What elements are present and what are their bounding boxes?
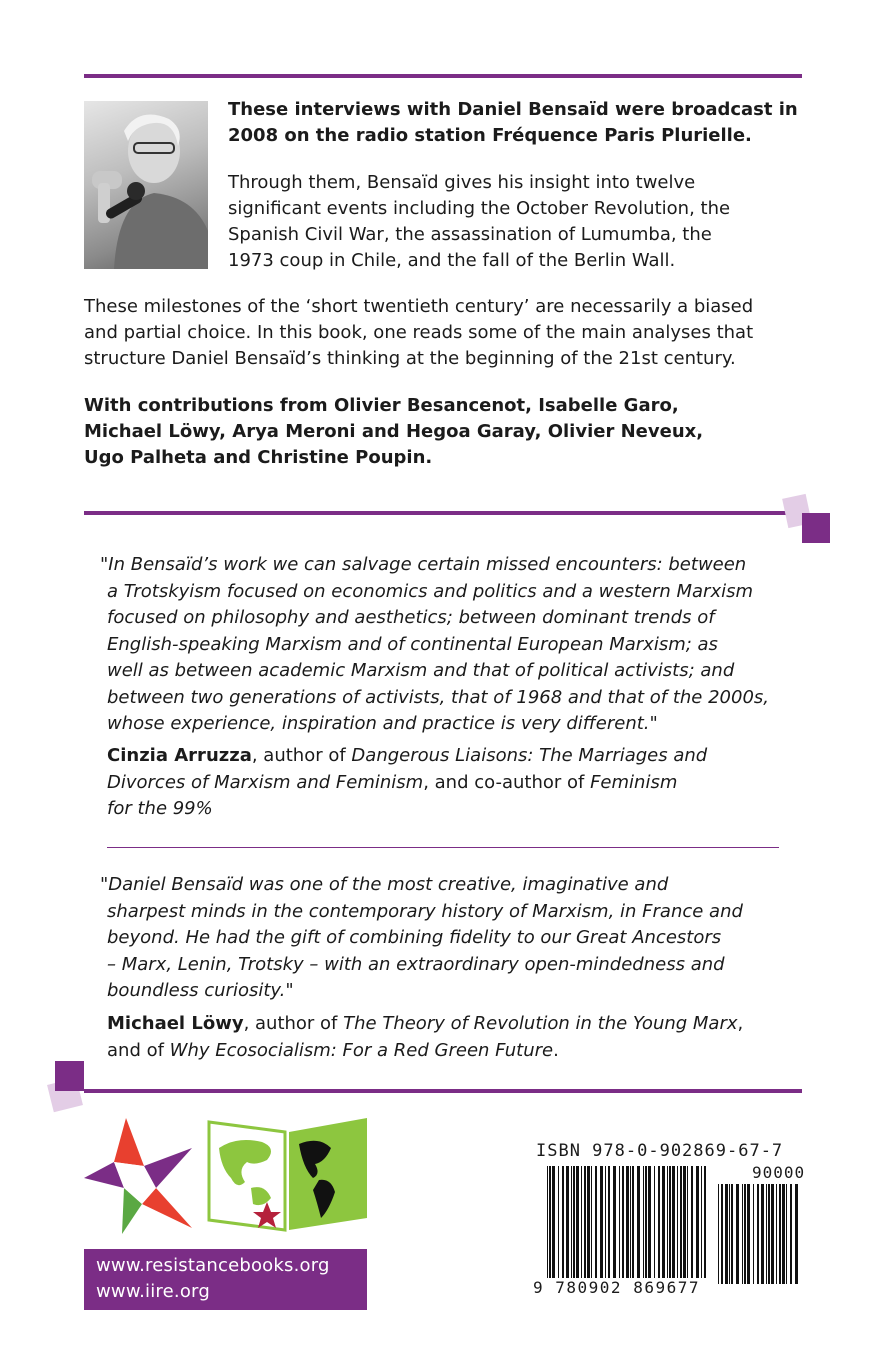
barcode-bar bbox=[747, 1184, 750, 1284]
barcode-bar bbox=[786, 1184, 787, 1284]
barcode-bar bbox=[667, 1166, 668, 1278]
publisher-urls bbox=[84, 1249, 367, 1310]
resistance-books-star-logo bbox=[84, 1118, 196, 1236]
barcode-bar bbox=[600, 1166, 603, 1278]
barcode-bar bbox=[736, 1184, 739, 1284]
decorative-square-dark bbox=[802, 513, 830, 543]
barcode-bar bbox=[648, 1166, 651, 1278]
barcode-bar bbox=[626, 1166, 629, 1278]
barcode-bar bbox=[696, 1166, 699, 1278]
intro-lead: These interviews with Daniel Bensaïd were broadcast in 2008 on the radio station Fréquence Paris Plurielle. bbox=[228, 99, 798, 146]
barcode-bar bbox=[672, 1166, 675, 1278]
barcode-bar bbox=[566, 1166, 569, 1278]
isbn-label: ISBN 978-0-902869-67-7 bbox=[536, 1141, 784, 1161]
barcode-bar bbox=[677, 1166, 678, 1278]
barcode-bar bbox=[576, 1166, 579, 1278]
barcode-bar bbox=[654, 1166, 655, 1278]
barcode-bar bbox=[718, 1184, 719, 1284]
attribution-arruzza: Cinzia Arruzza, author of Dangerous Liaisons: The Marriages and Divorces of Marxism and Feminism, and co-author of Feminism for the 99% bbox=[107, 745, 708, 819]
barcode-bar bbox=[779, 1184, 781, 1284]
barcode-bar bbox=[562, 1166, 564, 1278]
barcode-bar bbox=[591, 1166, 592, 1278]
barcode-bar bbox=[768, 1184, 770, 1284]
barcode-bar bbox=[619, 1166, 620, 1278]
barcode-bar bbox=[643, 1166, 644, 1278]
barcode-bar bbox=[645, 1166, 647, 1278]
barcode-bar bbox=[683, 1166, 686, 1278]
barcode-bar bbox=[552, 1166, 555, 1278]
intro-contributions: With contributions from Olivier Besancenot, Isabelle Garo, Michael Löwy, Arya Meroni and Hegoa Garay, Olivier Neveux, Ugo Palheta and Christine Poupin. bbox=[84, 395, 704, 468]
barcode-bar bbox=[658, 1166, 660, 1278]
barcode-number: 9 780902 869677 bbox=[533, 1278, 700, 1297]
barcode-bar bbox=[605, 1166, 606, 1278]
barcode-bar bbox=[691, 1166, 693, 1278]
barcode-bar bbox=[731, 1184, 733, 1284]
barcode-bar bbox=[776, 1184, 777, 1284]
url-iire[interactable]: www.iire.org bbox=[96, 1281, 210, 1302]
iire-map-logo bbox=[207, 1118, 369, 1234]
barcode-bar bbox=[669, 1166, 671, 1278]
barcode-bar bbox=[742, 1184, 743, 1284]
barcode-bar bbox=[687, 1166, 688, 1278]
barcode-bar bbox=[587, 1166, 590, 1278]
barcode-bar bbox=[782, 1184, 785, 1284]
barcode-bar bbox=[766, 1184, 767, 1284]
barcode-bar bbox=[704, 1166, 706, 1278]
intro-through: Through them, Bensaïd gives his insight into twelve significant events including the October Revolution, the Spanish Civil War, the assassination of Lumumba, the 1973 coup in Chile, and the fall of the Berlin Wall. bbox=[228, 172, 731, 271]
price-code: 90000 bbox=[752, 1163, 806, 1182]
intro-milestones: These milestones of the ‘short twentieth century’ are necessarily a biased and partial choice. In this book, one reads some of the main analyses that structure Daniel Bensaïd’s thinking at the beginning of the 21st century. bbox=[84, 296, 754, 369]
barcode-bar bbox=[680, 1166, 682, 1278]
url-resistancebooks[interactable]: www.resistancebooks.org bbox=[96, 1255, 330, 1276]
barcode-bar bbox=[571, 1166, 572, 1278]
barcode bbox=[547, 1166, 707, 1284]
quote-lowy: "Daniel Bensaïd was one of the most creative, imaginative and sharpest minds in the contemporary history of Marxism, in France and beyond. He had the gift of combining fidelity to our Great Ancestors – Marx, Lenin, Trotsky – with an extraordinary open-mindedness and boundless curiosity." bbox=[100, 874, 743, 1001]
barcode-bar bbox=[771, 1184, 774, 1284]
barcode-bar bbox=[721, 1184, 723, 1284]
barcode-bar bbox=[761, 1184, 764, 1284]
barcode-bar bbox=[662, 1166, 665, 1278]
barcode-bar bbox=[622, 1166, 624, 1278]
barcode-bar bbox=[790, 1184, 792, 1284]
barcode-bar bbox=[757, 1184, 759, 1284]
barcode-bar bbox=[547, 1166, 548, 1278]
barcode-bar bbox=[584, 1166, 586, 1278]
barcode-bar bbox=[613, 1166, 616, 1278]
bottom-rule bbox=[84, 1089, 802, 1093]
barcode-bar bbox=[725, 1184, 728, 1284]
barcode-bar bbox=[608, 1166, 610, 1278]
barcode-bar bbox=[581, 1166, 582, 1278]
barcode-bar bbox=[630, 1166, 631, 1278]
barcode-bar bbox=[701, 1166, 702, 1278]
barcode-bar bbox=[744, 1184, 746, 1284]
price-barcode bbox=[718, 1184, 802, 1284]
barcode-bar bbox=[632, 1166, 634, 1278]
barcode-bar bbox=[637, 1166, 640, 1278]
quote-divider bbox=[107, 847, 779, 848]
barcode-bar bbox=[595, 1166, 597, 1278]
middle-rule bbox=[84, 511, 802, 515]
author-photo bbox=[84, 101, 208, 269]
barcode-bar bbox=[558, 1166, 559, 1278]
attribution-lowy: Michael Löwy, author of The Theory of Revolution in the Young Marx, and of Why Ecosocialism: For a Red Green Future. bbox=[107, 1013, 744, 1061]
barcode-bar bbox=[729, 1184, 730, 1284]
decorative-square-dark-2 bbox=[55, 1061, 84, 1091]
barcode-bar bbox=[795, 1184, 798, 1284]
barcode-bar bbox=[573, 1166, 575, 1278]
top-rule bbox=[84, 74, 802, 78]
barcode-bar bbox=[549, 1166, 551, 1278]
quote-arruzza: "In Bensaïd’s work we can salvage certain missed encounters: between a Trotskyism focused on economics and politics and a western Marxism focused on philosophy and aesthetics; between dominant trends of English-speaking Marxism and of continental European Marxism; as well as between academic Marxism and that of political activists; and between two generations of activists, that of 1968 and that of the 2000s, whose experience, inspiration and practice is very different." bbox=[100, 554, 770, 734]
barcode-bar bbox=[753, 1184, 754, 1284]
